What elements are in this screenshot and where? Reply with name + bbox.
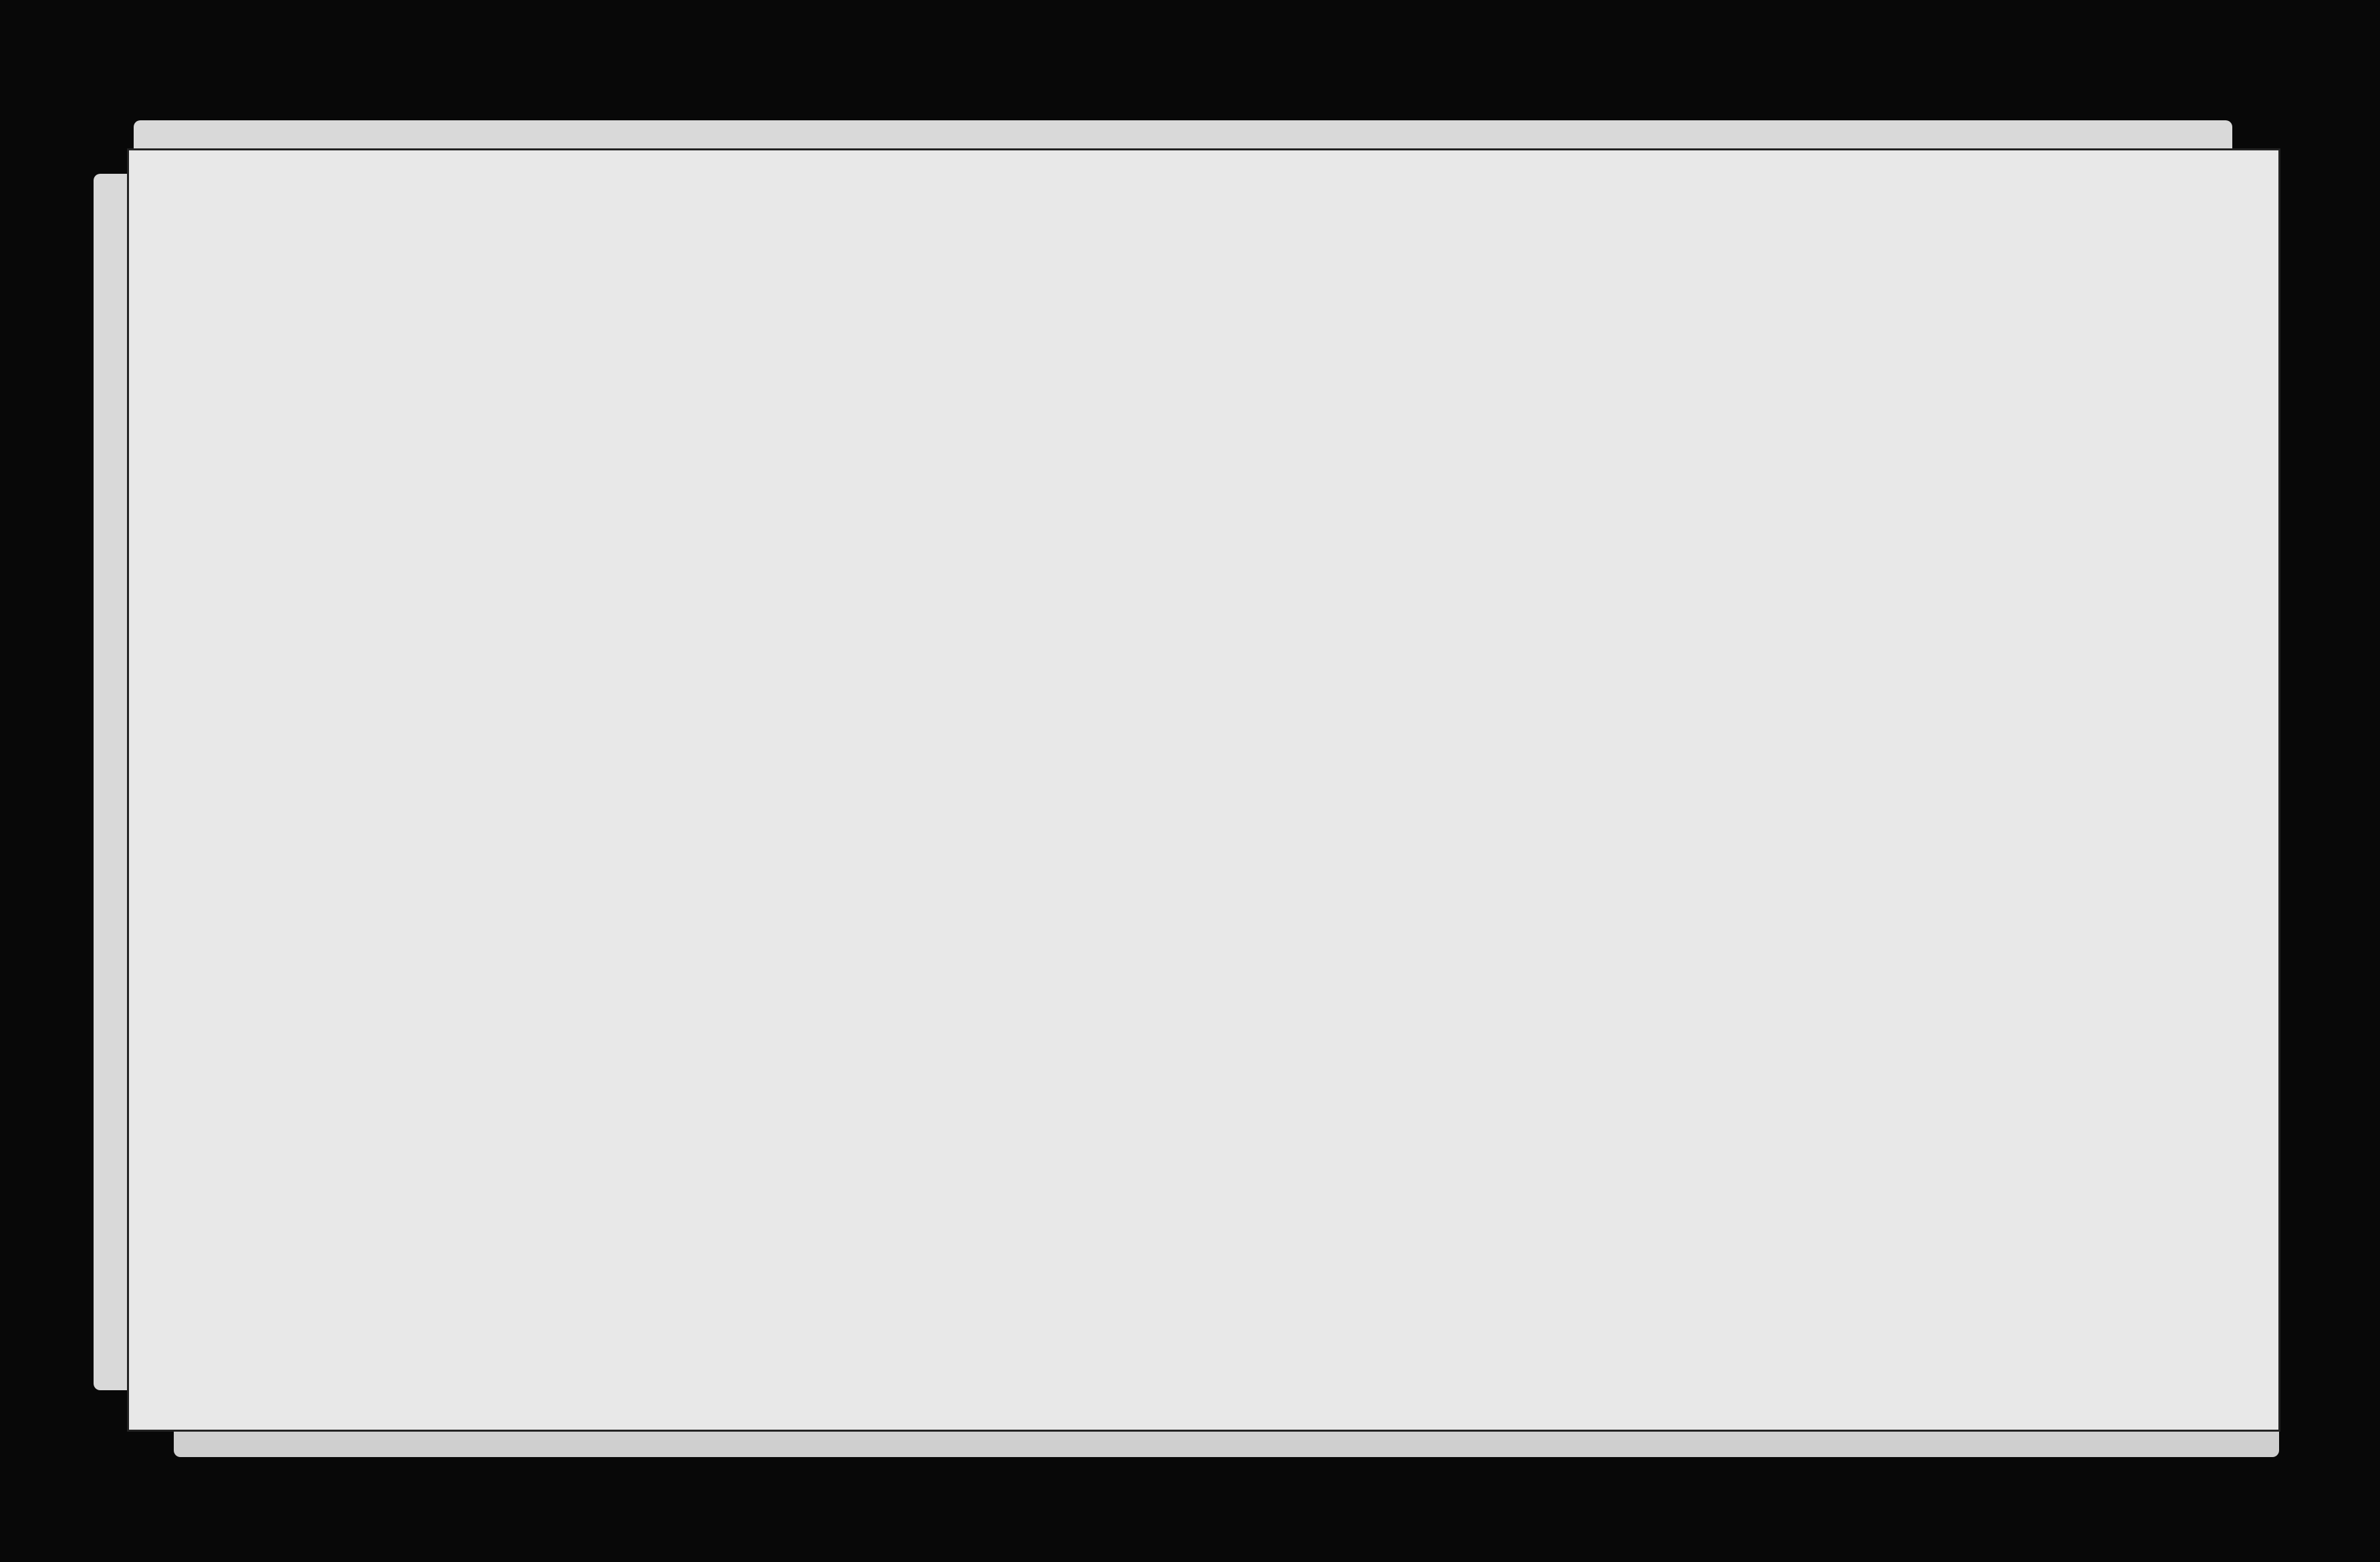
census-card <box>127 148 2280 1432</box>
